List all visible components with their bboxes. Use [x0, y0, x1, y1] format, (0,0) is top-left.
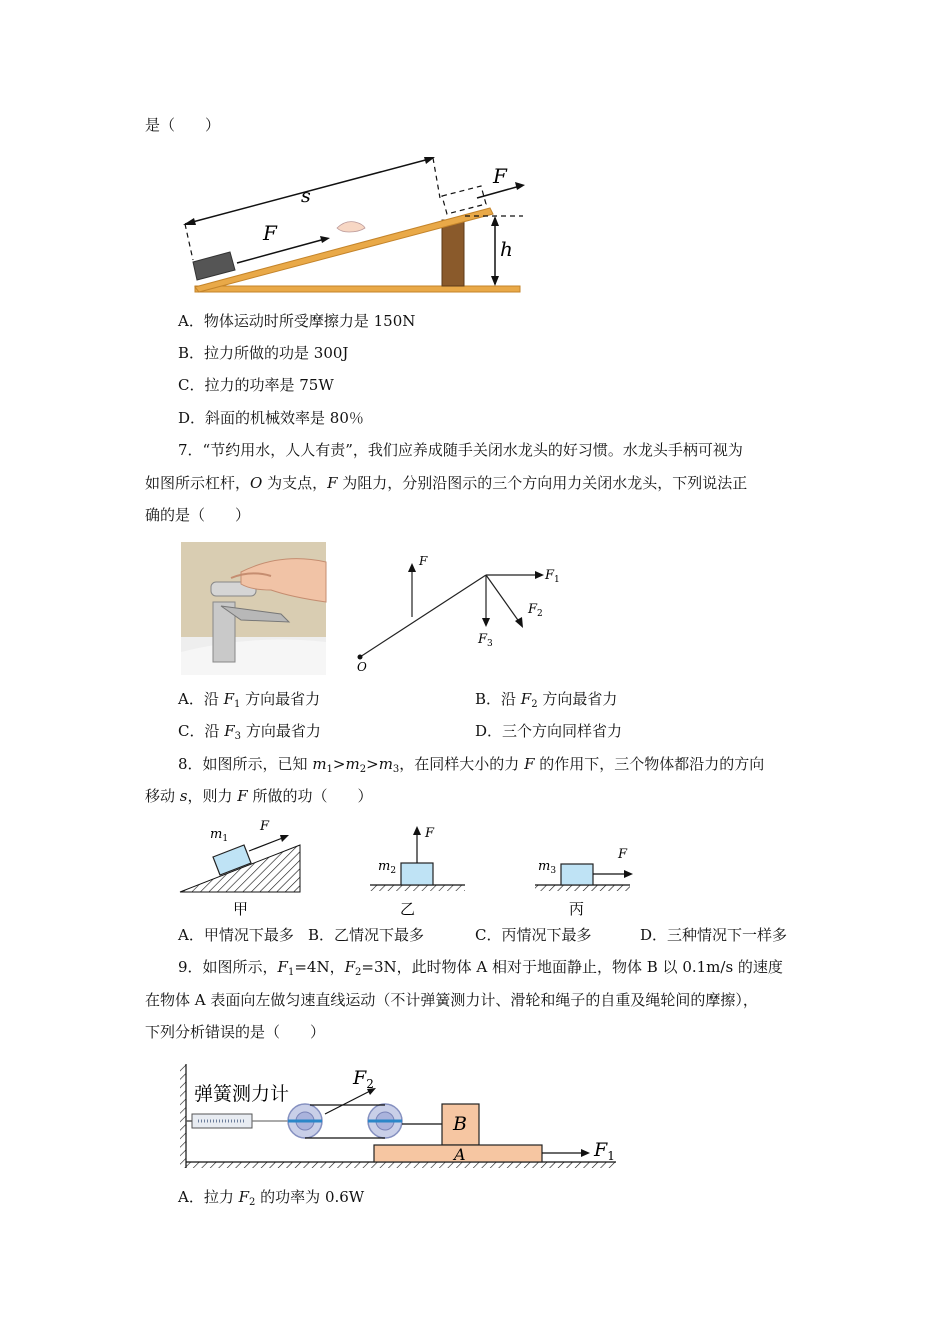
- q6-option-c: C．拉力的功率是 75W: [178, 376, 334, 394]
- hand-icon: [337, 222, 365, 232]
- q8-line2: 移动 s，则力 F 所做的功（ ）: [145, 787, 373, 805]
- q7-option-c: C．沿 $F_3$ 方向最省力: [178, 722, 321, 742]
- pulley-figure: [180, 1062, 620, 1177]
- q7-option-a: A．沿 $F_1$ 方向最省力: [178, 690, 321, 710]
- q7-line3: 确的是（ ）: [145, 506, 251, 524]
- q6-option-d: D．斜面的机械效率是 80％: [178, 409, 364, 427]
- label-F-yi: F: [425, 826, 435, 841]
- q8-option-a: A．甲情况下最多: [178, 926, 294, 944]
- label-m1: $m_1$: [210, 827, 229, 844]
- lever-diagram: [345, 545, 575, 675]
- arrow-F2-pulley: [325, 1090, 372, 1114]
- lever-line: [360, 575, 486, 657]
- q9-line2: 在物体 A 表面向左做匀速直线运动（不计弹簧测力计、滑轮和绳子的自重及绳轮间的摩擦），: [145, 991, 758, 1009]
- q8-option-d: D．三种情况下一样多: [640, 926, 788, 944]
- label-F3: $F_3$: [478, 632, 493, 649]
- label-s: s: [301, 185, 311, 207]
- q7-option-d: D．三个方向同样省力: [475, 722, 623, 740]
- pivot-point: [358, 655, 363, 660]
- label-A: A: [454, 1145, 466, 1164]
- label-F-incline: F: [263, 221, 277, 245]
- label-h: h: [500, 237, 513, 261]
- dashed-block: [442, 186, 486, 214]
- base-board: [195, 286, 520, 292]
- label-F-top: F: [493, 164, 507, 188]
- label-F-bing: F: [618, 847, 628, 862]
- label-m2: $m_2$: [378, 859, 397, 876]
- label-O: O: [357, 660, 367, 674]
- label-bing: 丙: [569, 900, 585, 918]
- block: [193, 252, 235, 280]
- incline-figure: [175, 150, 535, 300]
- label-F2: $F_2$: [528, 602, 543, 619]
- wall: [180, 1064, 186, 1168]
- q6-option-b: B．拉力所做的功是 300J: [178, 344, 349, 362]
- q6-option-a: A．物体运动时所受摩擦力是 150N: [178, 312, 416, 330]
- q7-option-b: B．沿 $F_2$ 方向最省力: [475, 690, 618, 710]
- faucet-photo: [181, 542, 326, 675]
- wooden-post: [442, 220, 464, 286]
- label-F2-pulley: $F_2$: [353, 1067, 374, 1091]
- q9-option-a: A．拉力 $F_2$ 的功率为 0.6W: [178, 1188, 365, 1208]
- label-jia: 甲: [233, 900, 249, 918]
- q8-figures: [175, 815, 645, 925]
- q7-line1: 7．“节约用水，人人有责”，我们应养成随手关闭水龙头的好习惯。水龙头手柄可视为: [178, 441, 743, 459]
- ground-bing: [535, 885, 630, 891]
- q9-line3: 下列分析错误的是（ ）: [145, 1023, 326, 1041]
- label-spring-meter: 弹簧测力计: [194, 1083, 290, 1105]
- box-m2: [401, 863, 433, 885]
- ground: [186, 1162, 616, 1168]
- q8-option-b: B．乙情况下最多: [308, 926, 425, 944]
- label-m3: $m_3$: [538, 859, 557, 876]
- box-m3: [561, 864, 593, 885]
- label-yi: 乙: [400, 900, 416, 918]
- q8-line1: 8．如图所示，已知 $m_1>m_2>m_3$，在同样大小的力 F 的作用下，三个物体都沿力的方向: [178, 755, 765, 775]
- q7-line2: 如图所示杠杆，O 为支点，F 为阻力，分别沿图示的三个方向用力关闭水龙头，下列说法正: [145, 474, 748, 492]
- label-F-jia: F: [260, 819, 270, 834]
- label-F: F: [419, 554, 428, 568]
- label-B: B: [453, 1113, 467, 1135]
- arrow-F2: [486, 575, 520, 623]
- label-F1-pulley: $F_1$: [594, 1139, 615, 1163]
- q8-option-c: C．丙情况下最多: [475, 926, 592, 944]
- ground-yi: [370, 885, 465, 891]
- prev-question-tail: 是（ ）: [145, 116, 221, 134]
- label-F1: $F_1$: [545, 568, 560, 585]
- q9-line1: 9．如图所示，$F_1=4N$，$F_2=3N$，此时物体 A 相对于地面静止，物体 B 以 0.1m/s 的速度: [178, 958, 783, 978]
